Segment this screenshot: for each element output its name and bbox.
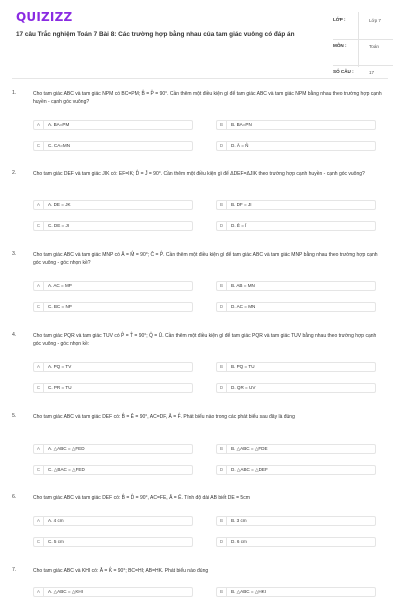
- option-letter: A: [34, 121, 44, 129]
- option-letter: B: [217, 445, 227, 453]
- option-b[interactable]: [216, 587, 376, 597]
- option-text: A. △ABC = △FED: [48, 446, 85, 451]
- option-text: A. AC = MP: [48, 283, 72, 288]
- meta-panel: [333, 14, 393, 80]
- option-letter: C: [34, 142, 44, 150]
- option-text: D. AC = MN: [231, 304, 256, 309]
- option-text: C. 5 cm: [48, 539, 64, 544]
- worksheet-title: 17 câu Trắc nghiệm Toán 7 Bài 8: Các trường hợp bằng nhau của tam giác vuông có đáp án: [16, 31, 295, 38]
- option-text: C. △BAC = △FED: [48, 467, 85, 472]
- question-number: 1.: [12, 90, 17, 96]
- question-1: [12, 90, 388, 152]
- option-b[interactable]: [216, 200, 376, 210]
- option-text: A. BA=PM: [48, 122, 70, 127]
- option-text: D. Â = N̂: [231, 143, 249, 148]
- option-d[interactable]: [216, 465, 376, 475]
- option-d[interactable]: [216, 302, 376, 312]
- option-text: B. PQ = TU: [231, 364, 255, 369]
- meta-row-subject: [333, 40, 393, 66]
- option-text: D. △ABC = △DEF: [231, 467, 268, 472]
- option-letter: B: [217, 121, 227, 129]
- option-text: A. △ABC = △KHI: [48, 589, 84, 594]
- option-letter: A: [34, 588, 44, 596]
- option-letter: D: [217, 384, 227, 392]
- question-text: Cho tam giác ABC và tam giác DEF có: B̂ = Ê = 90°, AC=DF, Â = F̂. Phát biểu nào trong các phát biểu sau đây là đúng: [33, 414, 295, 420]
- question-number: 6.: [12, 494, 17, 500]
- option-text: D. QR = UV: [231, 385, 256, 390]
- option-text: C. DE = JI: [48, 223, 70, 228]
- option-letter: C: [34, 303, 44, 311]
- option-letter: B: [217, 588, 227, 596]
- question-text: Cho tam giác PQR và tam giác TUV có P̂ = T̂ = 90°; Q̂ = Û. Cần thêm một điều kiện gì để tam giác PQR và tam giác TUV bằng nhau theo trường hợp cạnh góc vuông - góc nhọn kề:: [33, 333, 377, 347]
- option-letter: B: [217, 517, 227, 525]
- option-letter: A: [34, 201, 44, 209]
- option-text: C. PR = TU: [48, 385, 72, 390]
- option-letter: D: [217, 142, 227, 150]
- option-letter: A: [34, 282, 44, 290]
- question-number: 5.: [12, 413, 17, 419]
- option-letter: D: [217, 303, 227, 311]
- option-text: C. BC = NP: [48, 304, 72, 309]
- option-text: A. DE = JK: [48, 202, 71, 207]
- option-letter: C: [34, 384, 44, 392]
- option-letter: A: [34, 517, 44, 525]
- question-6: [12, 494, 388, 554]
- meta-row-class: [333, 14, 393, 40]
- option-text: D. 6 cm: [231, 539, 247, 544]
- option-letter: D: [217, 538, 227, 546]
- question-4: [12, 332, 388, 394]
- question-number: 4.: [12, 332, 17, 338]
- option-a[interactable]: [33, 281, 193, 291]
- option-letter: C: [34, 222, 44, 230]
- option-d[interactable]: [216, 141, 376, 151]
- option-text: A. 4 cm: [48, 518, 64, 523]
- option-letter: B: [217, 201, 227, 209]
- option-text: B. △ABC = △FDE: [231, 446, 268, 451]
- option-letter: C: [34, 538, 44, 546]
- question-3: [12, 251, 388, 313]
- question-number: 7.: [12, 567, 17, 573]
- option-text: C. CA=MN: [48, 143, 71, 148]
- meta-value: Toán: [369, 44, 379, 49]
- option-text: B. △ABC = △HKI: [231, 589, 267, 594]
- option-a[interactable]: [33, 516, 193, 526]
- option-text: A. PQ = TV: [48, 364, 72, 369]
- option-b[interactable]: [216, 444, 376, 454]
- option-a[interactable]: [33, 362, 193, 372]
- meta-label: MÔN :: [333, 43, 347, 48]
- question-number: 3.: [12, 251, 17, 257]
- option-d[interactable]: [216, 221, 376, 231]
- option-b[interactable]: [216, 362, 376, 372]
- question-text: Cho tam giác ABC và tam giác NPM có BC=PM; B̂ = P̂ = 90°. Cần thêm một điều kiện gì để tam giác ABC và tam giác NPM bằng nhau theo trường hợp cạnh huyền - cạnh góc vuông?: [33, 91, 382, 105]
- option-letter: A: [34, 445, 44, 453]
- option-letter: A: [34, 363, 44, 371]
- option-a[interactable]: [33, 120, 193, 130]
- meta-value: 17: [369, 70, 375, 75]
- option-text: B. 3 cm: [231, 518, 247, 523]
- option-letter: D: [217, 222, 227, 230]
- quizizz-logo: QUIZIZZ: [16, 10, 73, 24]
- question-text: Cho tam giác ABC và tam giác DEF có: B̂ = D̂ = 90°, AC=FE, Â = Ê. Tính độ dài AB biết DE = 5cm: [33, 495, 250, 501]
- option-letter: C: [34, 466, 44, 474]
- question-number: 2.: [12, 170, 17, 176]
- option-letter: D: [217, 466, 227, 474]
- worksheet-header: [0, 0, 400, 76]
- option-b[interactable]: [216, 281, 376, 291]
- option-a[interactable]: [33, 444, 193, 454]
- option-c[interactable]: [33, 302, 193, 312]
- option-c[interactable]: [33, 465, 193, 475]
- meta-value: Lớp 7: [369, 18, 381, 23]
- option-text: B. AB = MN: [231, 283, 255, 288]
- option-d[interactable]: [216, 537, 376, 547]
- question-7: [12, 567, 388, 600]
- option-letter: B: [217, 282, 227, 290]
- option-d[interactable]: [216, 383, 376, 393]
- option-c[interactable]: [33, 383, 193, 393]
- option-b[interactable]: [216, 516, 376, 526]
- header-divider: [12, 78, 388, 79]
- option-a[interactable]: [33, 587, 193, 597]
- option-letter: B: [217, 363, 227, 371]
- option-text: B. BA=PN: [231, 122, 252, 127]
- question-text: Cho tam giác ABC và KHI có: Â = K̂ = 90°; BC=HI; AB=HK. Phát biểu nào đúng: [33, 568, 209, 574]
- question-5: [12, 413, 388, 475]
- option-c[interactable]: [33, 221, 193, 231]
- question-text: Cho tam giác ABC và tam giác MNP có Â = M̂ = 90°; Ĉ = P̂. Cần thêm một điều kiện gì để tam giác ABC và tam giác MNP bằng nhau theo trường hợp cạnh góc vuông - góc nhọn kề?: [33, 252, 378, 266]
- option-text: B. DF = JI: [231, 202, 252, 207]
- option-c[interactable]: [33, 537, 193, 547]
- option-text: D. Ê = Î: [231, 223, 247, 228]
- question-2: [12, 170, 388, 232]
- option-b[interactable]: [216, 120, 376, 130]
- option-c[interactable]: [33, 141, 193, 151]
- option-a[interactable]: [33, 200, 193, 210]
- question-text: Cho tam giác DEF và tam giác JIK có: EF=IK; D̂ = Ĵ = 90°. Cần thêm một điều kiện gì để ΔDEF=ΔJIK theo trường hợp cạnh huyền - cạnh góc vuông?: [33, 171, 365, 177]
- meta-label: SỐ CÂU :: [333, 69, 354, 74]
- meta-label: LỚP :: [333, 17, 346, 22]
